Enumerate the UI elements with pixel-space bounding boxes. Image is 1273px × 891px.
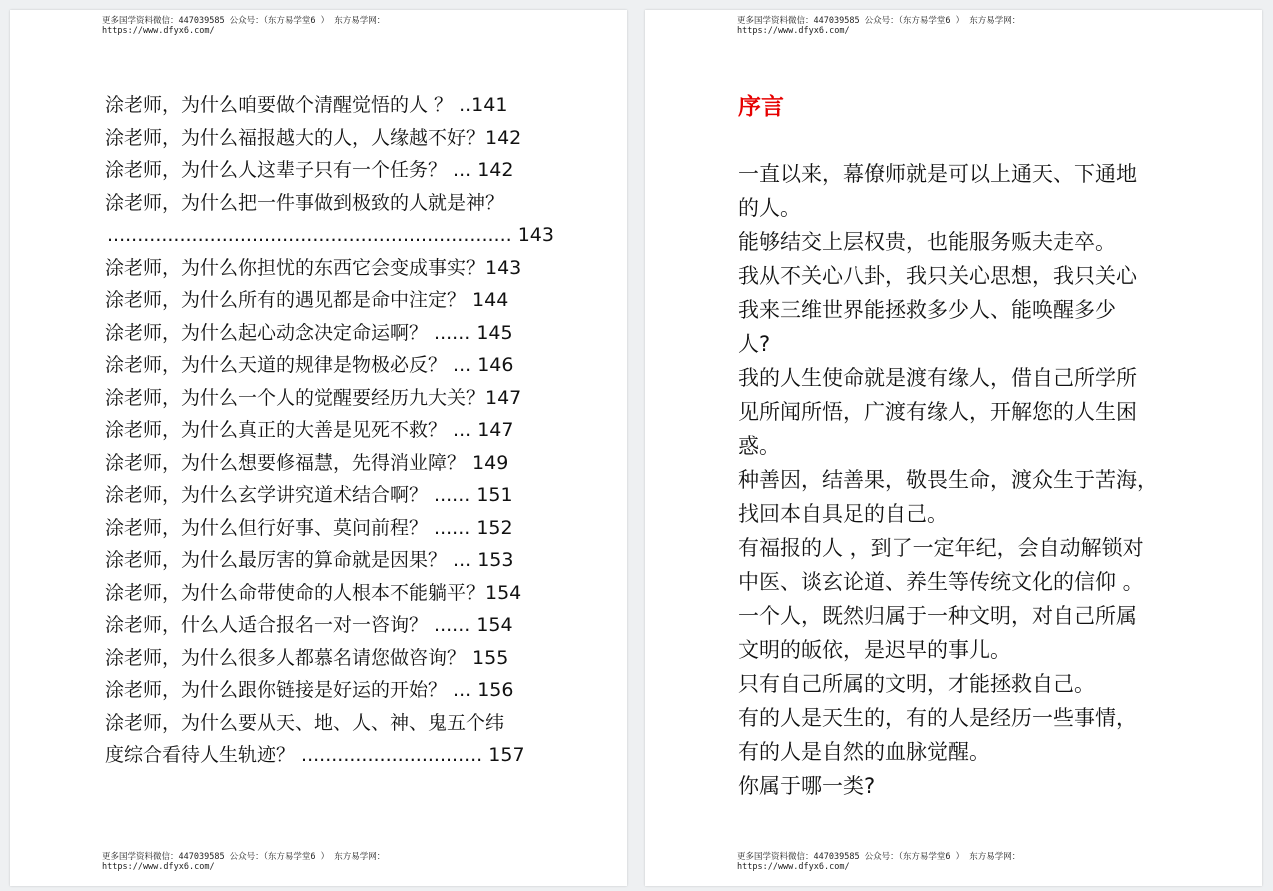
preface-line: 人? bbox=[738, 332, 771, 356]
toc-row[interactable]: 涂老师，为什么福报越大的人，人缘越不好？142 bbox=[105, 126, 522, 149]
preface-line: 找回本自具足的自己。 bbox=[738, 502, 948, 526]
toc-row[interactable]: 涂老师，为什么最厉害的算命就是因果？ ... 153 bbox=[105, 549, 514, 571]
table-of-contents bbox=[105, 89, 555, 772]
watermark-line-2: https://www.dfyx6.com/ bbox=[737, 26, 850, 36]
toc-row[interactable]: 涂老师，为什么人这辈子只有一个任务？ ... 142 bbox=[105, 159, 514, 181]
toc-row[interactable]: 涂老师，为什么玄学讲究道术结合啊？ ...... 151 bbox=[105, 484, 513, 506]
toc-row[interactable]: 涂老师，为什么所有的遇见都是命中注定？ 144 bbox=[105, 289, 509, 311]
watermark-line-2: https://www.dfyx6.com/ bbox=[737, 862, 850, 872]
toc-row[interactable]: 涂老师，为什么命带使命的人根本不能躺平？154 bbox=[105, 581, 522, 604]
preface-line: 我从不关心八卦，我只关心思想，我只关心 bbox=[738, 264, 1137, 288]
watermark-line-1: 更多国学资料微信：447039585 公众号：（东方易学堂6 ） 东方易学网： bbox=[737, 852, 1021, 862]
toc-row[interactable]: ................................................................... 143 bbox=[107, 224, 554, 246]
toc-row[interactable]: 涂老师，什么人适合报名一对一咨询？ ...... 154 bbox=[105, 614, 513, 636]
page-right bbox=[645, 10, 1262, 886]
toc-row[interactable]: 涂老师，为什么把一件事做到极致的人就是神？ bbox=[105, 191, 505, 214]
preface-line: 我来三维世界能拯救多少人、能唤醒多少 bbox=[738, 298, 1116, 322]
toc-row[interactable]: 涂老师，为什么你担忧的东西它会变成事实？143 bbox=[105, 256, 522, 279]
toc-row[interactable]: 涂老师，为什么很多人都慕名请您做咨询？ 155 bbox=[105, 646, 509, 669]
toc-row[interactable]: 涂老师，为什么真正的大善是见死不救？ ... 147 bbox=[105, 419, 514, 441]
toc-row[interactable]: 涂老师，为什么跟你链接是好运的开始？ ... 156 bbox=[105, 679, 514, 701]
toc-row[interactable]: 涂老师，为什么要从天、地、人、神、鬼五个纬 bbox=[105, 711, 505, 734]
watermark-top bbox=[737, 16, 1020, 36]
preface-line: 我的人生使命就是渡有缘人，借自己所学所 bbox=[738, 366, 1137, 390]
preface-line: 的人。 bbox=[738, 196, 801, 220]
watermark-top bbox=[102, 16, 385, 36]
preface-title: 序言 bbox=[738, 94, 784, 120]
watermark-bottom bbox=[102, 852, 385, 872]
preface-line: 见所闻所悟，广渡有缘人，开解您的人生困 bbox=[738, 400, 1137, 424]
watermark-bottom bbox=[737, 852, 1020, 872]
toc-row[interactable]: 涂老师，为什么一个人的觉醒要经历九大关？147 bbox=[105, 386, 522, 409]
toc-row[interactable]: 度综合看待人生轨迹？ .............................. 157 bbox=[105, 744, 525, 766]
watermark-line-1: 更多国学资料微信：447039585 公众号：（东方易学堂6 ） 东方易学网： bbox=[737, 16, 1021, 26]
preface-line: 中医、谈玄论道、养生等传统文化的信仰 。 bbox=[738, 570, 1144, 594]
preface-body bbox=[738, 157, 1178, 803]
watermark-line-2: https://www.dfyx6.com/ bbox=[102, 862, 215, 872]
preface-line: 一个人，既然归属于一种文明，对自己所属 bbox=[738, 604, 1137, 628]
toc-row[interactable]: 涂老师，为什么但行好事、莫问前程？ ...... 152 bbox=[105, 516, 513, 539]
preface-line: 文明的皈依，是迟早的事儿。 bbox=[738, 638, 1011, 662]
watermark-line-2: https://www.dfyx6.com/ bbox=[102, 26, 215, 36]
toc-row[interactable]: 涂老师，为什么起心动念决定命运啊？ ...... 145 bbox=[105, 321, 513, 344]
preface-line: 你属于哪一类? bbox=[738, 774, 876, 798]
preface-line: 种善因，结善果，敬畏生命，渡众生于苦海， bbox=[738, 468, 1158, 492]
toc-row[interactable]: 涂老师，为什么天道的规律是物极必反？ ... 146 bbox=[105, 354, 514, 376]
preface-line: 能够结交上层权贵，也能服务贩夫走卒。 bbox=[738, 230, 1116, 254]
toc-row[interactable]: 涂老师，为什么想要修福慧，先得消业障？ 149 bbox=[105, 451, 509, 474]
preface-line: 有福报的人 ，到了一定年纪，会自动解锁对 bbox=[738, 536, 1144, 560]
watermark-line-1: 更多国学资料微信：447039585 公众号：（东方易学堂6 ） 东方易学网： bbox=[102, 16, 386, 26]
preface-line: 一直以来，幕僚师就是可以上通天、下通地 bbox=[738, 162, 1137, 186]
preface-line: 惑。 bbox=[738, 434, 780, 458]
preface-line: 有的人是自然的血脉觉醒。 bbox=[738, 740, 990, 764]
preface-line: 只有自己所属的文明，才能拯救自己。 bbox=[738, 672, 1095, 696]
preface-line: 有的人是天生的，有的人是经历一些事情， bbox=[738, 706, 1137, 730]
watermark-line-1: 更多国学资料微信：447039585 公众号：（东方易学堂6 ） 东方易学网： bbox=[102, 852, 386, 862]
page-left bbox=[10, 10, 627, 886]
toc-row[interactable]: 涂老师，为什么咱要做个清醒觉悟的人 ？ ..141 bbox=[105, 94, 508, 116]
